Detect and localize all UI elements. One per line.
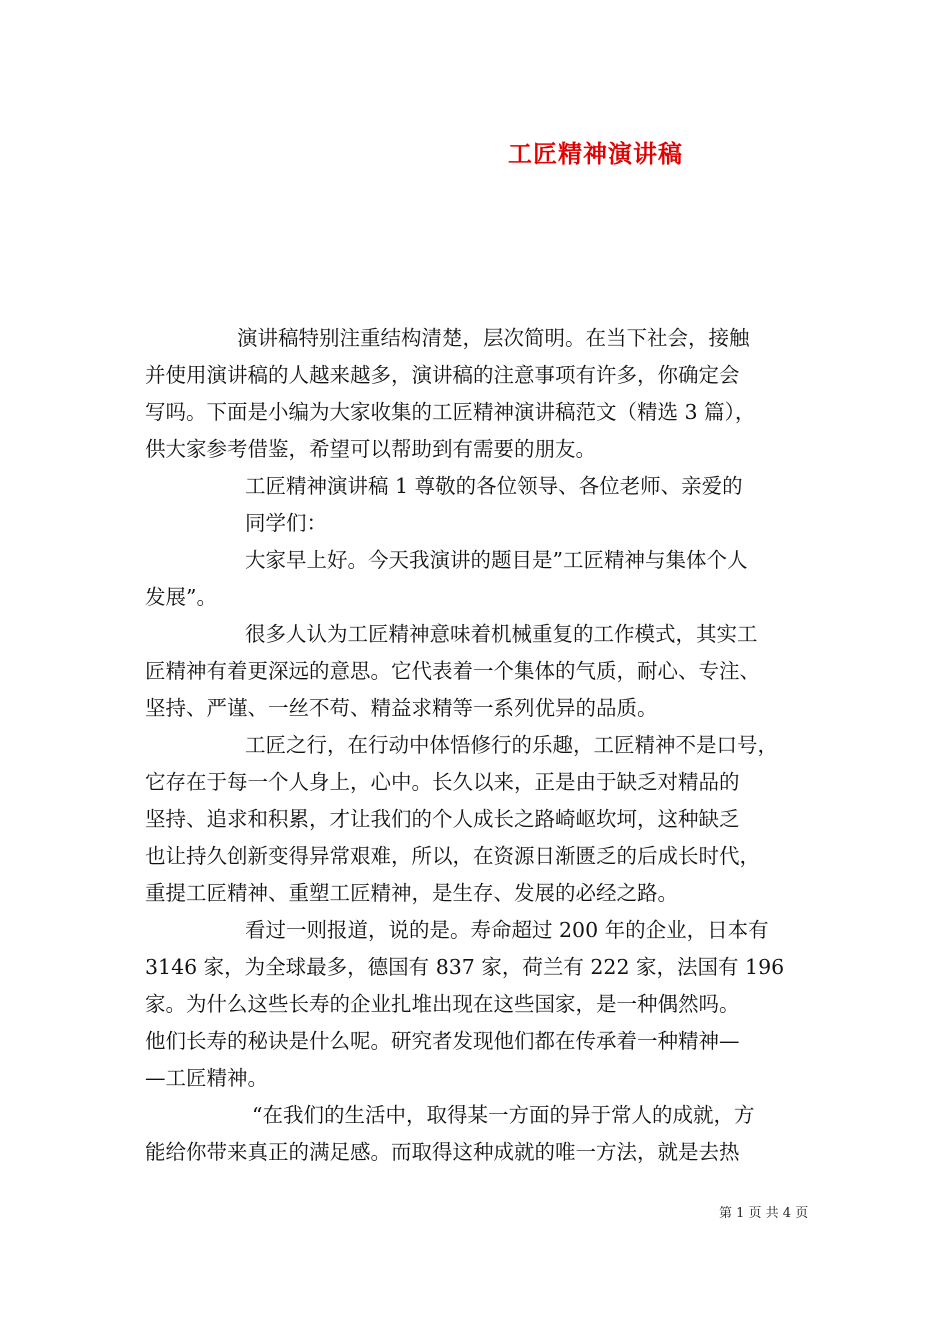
paragraph-line: 他们长寿的秘诀是什么呢。研究者发现他们都在传承着一种精神— [145,1029,740,1053]
page-number-footer: 第 1 页 共 4 页 [719,1206,809,1221]
paragraph-line: 看过一则报道，说的是。寿命超过 200 年的企业，日本有 [245,918,769,942]
paragraph-line: 同学们： [245,511,327,535]
paragraph-line: 工匠之行，在行动中体悟修行的乐趣，工匠精神不是口号， [245,733,778,757]
paragraph-line: 能给你带来真正的满足感。而取得这种成就的唯一方法，就是去热 [145,1140,740,1164]
paragraph-line: 并使用演讲稿的人越来越多，演讲稿的注意事项有许多，你确定会 [145,363,740,387]
document-body [145,320,820,1171]
paragraph-line: 供大家参考借鉴，希望可以帮助到有需要的朋友。 [145,437,596,461]
paragraph-line: 演讲稿特别注重结构清楚，层次简明。在当下社会，接触 [237,326,750,350]
paragraph-line: 家。为什么这些长寿的企业扎堆出现在这些国家，是一种偶然吗。 [145,992,740,1016]
paragraph-line: 坚持、严谨、一丝不苟、精益求精等一系列优异的品质。 [145,696,658,720]
paragraph-line: 重提工匠精神、重塑工匠精神，是生存、发展的必经之路。 [145,881,678,905]
paragraph-line: 大家早上好。今天我演讲的题目是”工匠精神与集体个人 [245,548,748,572]
document-title: 工匠精神演讲稿 [508,140,683,168]
paragraph-line: 匠精神有着更深远的意思。它代表着一个集体的气质，耐心、专注、 [145,659,760,683]
paragraph-line: 写吗。下面是小编为大家收集的工匠精神演讲稿范文（精选 3 篇）， [145,400,756,424]
paragraph-line: 也让持久创新变得异常艰难，所以，在资源日渐匮乏的后成长时代， [145,844,760,868]
paragraph-line: 它存在于每一个人身上，心中。长久以来，正是由于缺乏对精品的 [145,770,740,794]
paragraph-line: 工匠精神演讲稿 1 尊敬的各位领导、各位老师、亲爱的 [245,474,743,498]
paragraph-line: 发展”。 [145,585,217,609]
paragraph-line: 3146 家，为全球最多，德国有 837 家，荷兰有 222 家，法国有 196 [145,955,785,979]
paragraph-line: —工匠精神。 [145,1066,268,1090]
paragraph-line: 坚持、追求和积累，才让我们的个人成长之路崎岖坎坷，这种缺乏 [145,807,740,831]
paragraph-line: “在我们的生活中，取得某一方面的异于常人的成就，方 [252,1103,755,1127]
paragraph-line: 很多人认为工匠精神意味着机械重复的工作模式，其实工 [245,622,758,646]
